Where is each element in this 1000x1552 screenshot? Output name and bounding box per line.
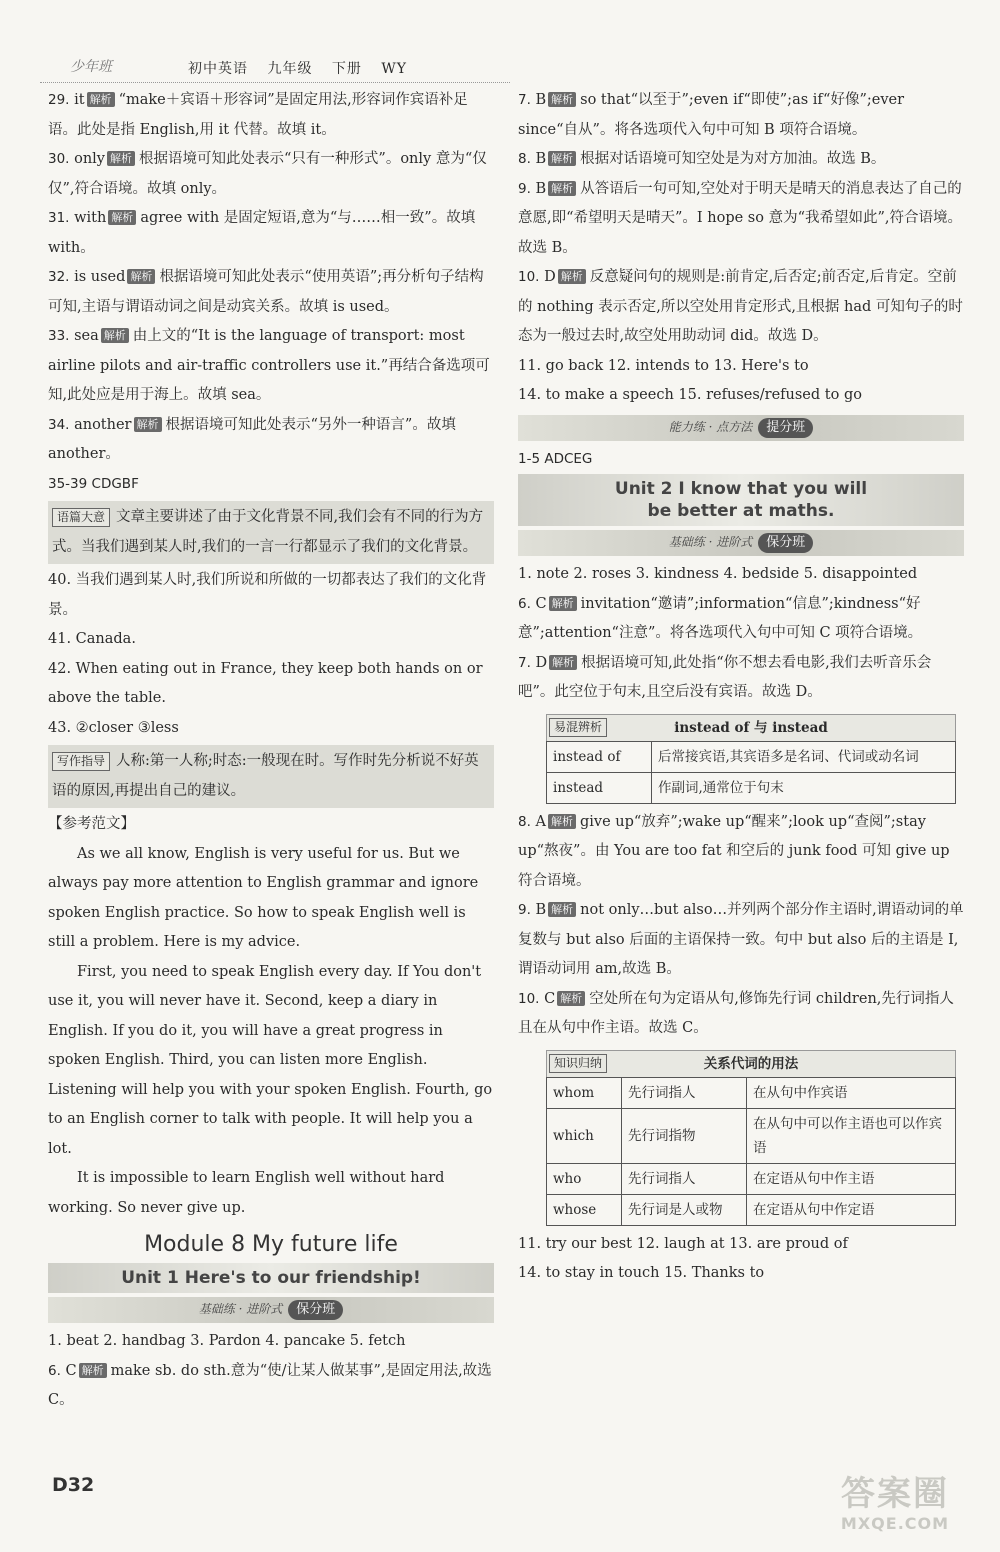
watermark-top: 答案圈 (841, 1474, 949, 1514)
answer-value: is used (74, 269, 126, 285)
unit2-answers-1-5: 1. note 2. roses 3. kindness 4. bedside 5. disappointed (518, 566, 918, 582)
analysis-tag: 解析 (108, 210, 136, 225)
instead-table (546, 714, 956, 804)
right-answer-list (518, 86, 964, 352)
answer-number: 33. (48, 328, 70, 344)
left-column (48, 86, 494, 1416)
instead-table-header (546, 714, 956, 741)
watermark-logo (800, 1474, 990, 1546)
writing-guide-text: 人称:第一人称;时态:一般现在时。写作时先分析说不好英语的原因,再提出自己的建议。 (52, 753, 479, 799)
table-row (547, 1194, 956, 1225)
answer-number: 29. (48, 92, 70, 108)
ability-practice-label: 提分班 (758, 418, 813, 438)
right-column (518, 86, 964, 1289)
table-row (547, 772, 956, 803)
answer-explanation: so that“以至于”;even if“即使”;as if“好像”;ever since“自从”。将各选项代入句中可知 B 项符合语境。 (518, 92, 905, 138)
unit1-answer-6: 6. C 解析 make sb. do sth.意为“使/让某人做某事”,是固定用法,故选 C。 (48, 1362, 492, 1408)
relative-pronoun-table-title: 关系代词的用法 (703, 1055, 799, 1072)
unit2-answer-9: 9. B 解析 not only…but also…并列两个部分作主语时,谓语动词的单复数与 but also 后面的主语保持一致。句中 but also 后的主语是 I,谓语动词用 am,故选 B。 (518, 902, 964, 977)
ability-practice-bar (518, 415, 964, 441)
answer-item (518, 263, 964, 352)
answer-item (48, 263, 494, 322)
answer-number: 31. (48, 210, 70, 226)
table-cell: 在定语从句中作主语 (747, 1163, 956, 1194)
header-grade: 九年级 (267, 61, 313, 77)
instead-table-grid (546, 741, 956, 804)
table-cell: 先行词指人 (622, 1163, 747, 1194)
analysis-tag: 解析 (134, 417, 162, 432)
relative-pronoun-table-header (546, 1050, 956, 1077)
unit2-answers-11-13: 11. try our best 12. laugh at 13. are proud of (518, 1235, 848, 1252)
instead-table-title: instead of 与 instead (674, 719, 828, 736)
header-logo: 少年班 (70, 59, 112, 75)
table-cell: whose (547, 1194, 622, 1225)
answer-item (48, 145, 494, 204)
table-cell: 在定语从句中作定语 (747, 1194, 956, 1225)
unit2-answer-8: 8. A 解析 give up“放弃”;wake up“醒来”;look up“查阅”;stay up“熬夜”。由 You are too fat 和空后的 junk food 可知 give up 符合语境。 (518, 813, 950, 889)
answer-value: sea (74, 328, 99, 344)
table-cell: 作副词,通常位于句末 (652, 772, 956, 803)
table-cell: 先行词是人或物 (622, 1194, 747, 1225)
instead-table-tag: 易混辨析 (549, 718, 607, 737)
analysis-tag: 解析 (101, 328, 129, 343)
answers-14-15: 14. to make a speech 15. refuses/refused to go (518, 387, 862, 403)
table-cell: whom (547, 1077, 622, 1108)
answer-item (48, 86, 494, 145)
essay-paragraph: It is impossible to learn English well without hard working. So never give up. (48, 1170, 445, 1216)
answer-explanation: 反意疑问句的规则是:前肯定,后否定;前否定,后肯定。空前的 nothing 表示否定,所以空处用肯定形式,且根据 had 可知句子的时态为一般过去时,故空处用助动词 did。故选 D。 (518, 269, 963, 344)
header-divider (40, 82, 510, 83)
answer-number: 8. (518, 151, 531, 167)
answer-item (48, 204, 494, 263)
analysis-tag: 解析 (548, 92, 576, 107)
answer-item (48, 322, 494, 411)
table-cell: 在从句中作宾语 (747, 1077, 956, 1108)
table-cell: which (547, 1108, 622, 1163)
answer-explanation: 根据语境可知此处表示“另外一种语言”。故填 another。 (48, 416, 456, 462)
table-cell: 先行词指人 (622, 1077, 747, 1108)
answer-explanation: 从答语后一句可知,空处对于明天是晴天的消息表达了自己的意愿,即“希望明天是晴天”。I hope so 意为“我希望如此”,符合语境。故选 B。 (518, 180, 963, 256)
writing-guide-box (48, 745, 494, 808)
header-term: 下册 (331, 61, 362, 77)
table-cell: 先行词指物 (622, 1108, 747, 1163)
answer-explanation: agree with 是固定短语,意为“与……相一致”。故填 with。 (48, 210, 476, 256)
essay-paragraph: First, you need to speak English every day. If You don't use it, you will never have it. Second, keep a diary in English. If you do it, you will have a great progress in spoken English. Third, you can listen more English. Listening will help you with your spoken English. Fourth, go to an English corner to talk with people. It will help you a lot. (48, 963, 493, 1157)
analysis-tag: 解析 (548, 181, 576, 196)
unit2-answer-6: 6. C 解析 invitation“邀请”;information“信息”;kindness“好意”;attention“注意”。将各选项代入句中可知 C 项符合语境。 (518, 595, 923, 641)
answer-explanation: 由上文的“It is the language of transport: most airline pilots and air-traffic controllers use it.”再结合备选项可知,此处应是用于海上。故填 sea。 (48, 328, 490, 403)
table-row (547, 741, 956, 772)
answer-explanation: 根据对话语境可知空处是为对方加油。故选 B。 (580, 151, 886, 167)
essay-heading: 【参考范文】 (48, 816, 135, 832)
table-cell: instead (547, 772, 652, 803)
answer-40: 40. 当我们遇到某人时,我们所说和所做的一切都表达了我们的文化背景。 (48, 572, 487, 618)
answer-number: 32. (48, 269, 70, 285)
answer-item (518, 175, 964, 264)
table-cell: 在从句中可以作主语也可以作宾语 (747, 1108, 956, 1163)
table-cell: 后常接宾语,其宾语多是名词、代词或动名词 (652, 741, 956, 772)
answer-35-39: 35-39 CDGBF (48, 475, 139, 492)
answer-number: 30. (48, 151, 70, 167)
unit2-answer-10: 10. C 解析 空处所在句为定语从句,修饰先行词 children,先行词指人且在从句中作主语。故选 C。 (518, 990, 954, 1036)
ability-answers-1-5: 1-5 ADCEG (518, 450, 593, 467)
module-title: Module 8 My future life (144, 1232, 398, 1257)
relative-pronoun-table-tag: 知识归纳 (549, 1054, 607, 1073)
unit2-basic-practice-prefix: 基础练 · 进阶式 (668, 535, 753, 549)
writing-guide-tag: 写作指导 (52, 752, 110, 771)
summary-box (48, 501, 494, 564)
basic-practice-label: 保分班 (288, 1300, 343, 1320)
answer-43: 43. ②closer ③less (48, 719, 179, 736)
answer-number: 34. (48, 416, 70, 433)
unit1-banner: Unit 1 Here's to our friendship! (48, 1263, 494, 1293)
page-number: D32 (52, 1474, 95, 1496)
answer-value: B (535, 151, 547, 167)
analysis-tag: 解析 (127, 269, 155, 284)
summary-tag: 语篇大意 (52, 508, 110, 527)
answer-explanation: 根据语境可知此处表示“只有一种形式”。only 意为“仅仅”,符合语境。故填 only。 (48, 151, 487, 197)
header-edition: WY (381, 61, 407, 77)
answer-explanation: 根据语境可知此处表示“使用英语”;再分析句子结构可知,主语与谓语动词之间是动宾关系。故填 is used。 (48, 269, 484, 315)
answer-item (518, 145, 964, 175)
answer-value: with (74, 210, 107, 226)
answer-value: D (544, 269, 556, 285)
answer-item (48, 411, 494, 470)
table-cell: instead of (547, 741, 652, 772)
summary-text: 文章主要讲述了由于文化背景不同,我们会有不同的行为方式。当我们遇到某人时,我们的一言一行都显示了我们的文化背景。 (52, 509, 484, 555)
watermark-bottom: MXQE.COM (840, 1514, 950, 1533)
answer-number: 10. (518, 269, 540, 285)
header-subject: 初中英语 (188, 61, 248, 77)
answer-value: another (74, 416, 132, 433)
table-row (547, 1108, 956, 1163)
answer-41: 41. Canada. (48, 631, 136, 647)
unit2-answers-14-15: 14. to stay in touch 15. Thanks to (518, 1265, 765, 1281)
left-answer-list (48, 86, 494, 470)
answer-value: only (74, 151, 105, 167)
relative-pronoun-table-grid (546, 1077, 956, 1226)
answer-value: B (535, 92, 547, 108)
answer-value: it (74, 92, 85, 108)
unit2-banner (518, 474, 964, 526)
table-row (547, 1163, 956, 1194)
unit2-answer-7: 7. D 解析 根据语境可知,此处指“你不想去看电影,我们去听音乐会吧”。此空位于句末,且空后没有宾语。故选 D。 (518, 654, 932, 700)
answer-item (518, 86, 964, 145)
ability-practice-prefix: 能力练 · 点方法 (668, 419, 753, 434)
page-header (40, 52, 510, 82)
table-cell: who (547, 1163, 622, 1194)
answer-explanation: “make＋宾语＋形容词”是固定用法,形容词作宾语补足语。此处是指 English,用 it 代替。故填 it。 (48, 92, 468, 138)
unit1-answers-1-5: 1. beat 2. handbag 3. Pardon 4. pancake 5. fetch (48, 1333, 406, 1349)
analysis-tag: 解析 (87, 92, 115, 107)
basic-practice-prefix: 基础练 · 进阶式 (198, 1302, 283, 1316)
analysis-tag: 解析 (548, 151, 576, 166)
unit2-title-line2: be better at maths. (647, 501, 835, 521)
answer-number: 7. (518, 92, 531, 108)
unit2-basic-practice-bar (518, 530, 964, 556)
relative-pronoun-table (546, 1050, 956, 1226)
analysis-tag: 解析 (558, 269, 586, 284)
analysis-tag: 解析 (107, 151, 135, 166)
basic-practice-bar (48, 1297, 494, 1323)
unit2-title-line1: Unit 2 I know that you will (614, 479, 868, 499)
unit2-basic-practice-label: 保分班 (758, 533, 813, 553)
header-info (188, 58, 421, 78)
answer-42: 42. When eating out in France, they keep both hands on or above the table. (48, 660, 483, 706)
table-row (547, 1077, 956, 1108)
essay-paragraph: As we all know, English is very useful for us. But we always pay more attention to English grammar and ignore spoken English practice. So how to speak English well is still a problem. Here is my advice. (48, 845, 479, 950)
answer-number: 9. (518, 180, 531, 197)
answer-value: B (535, 180, 547, 197)
answers-11-13: 11. go back 12. intends to 13. Here's to (518, 357, 809, 374)
